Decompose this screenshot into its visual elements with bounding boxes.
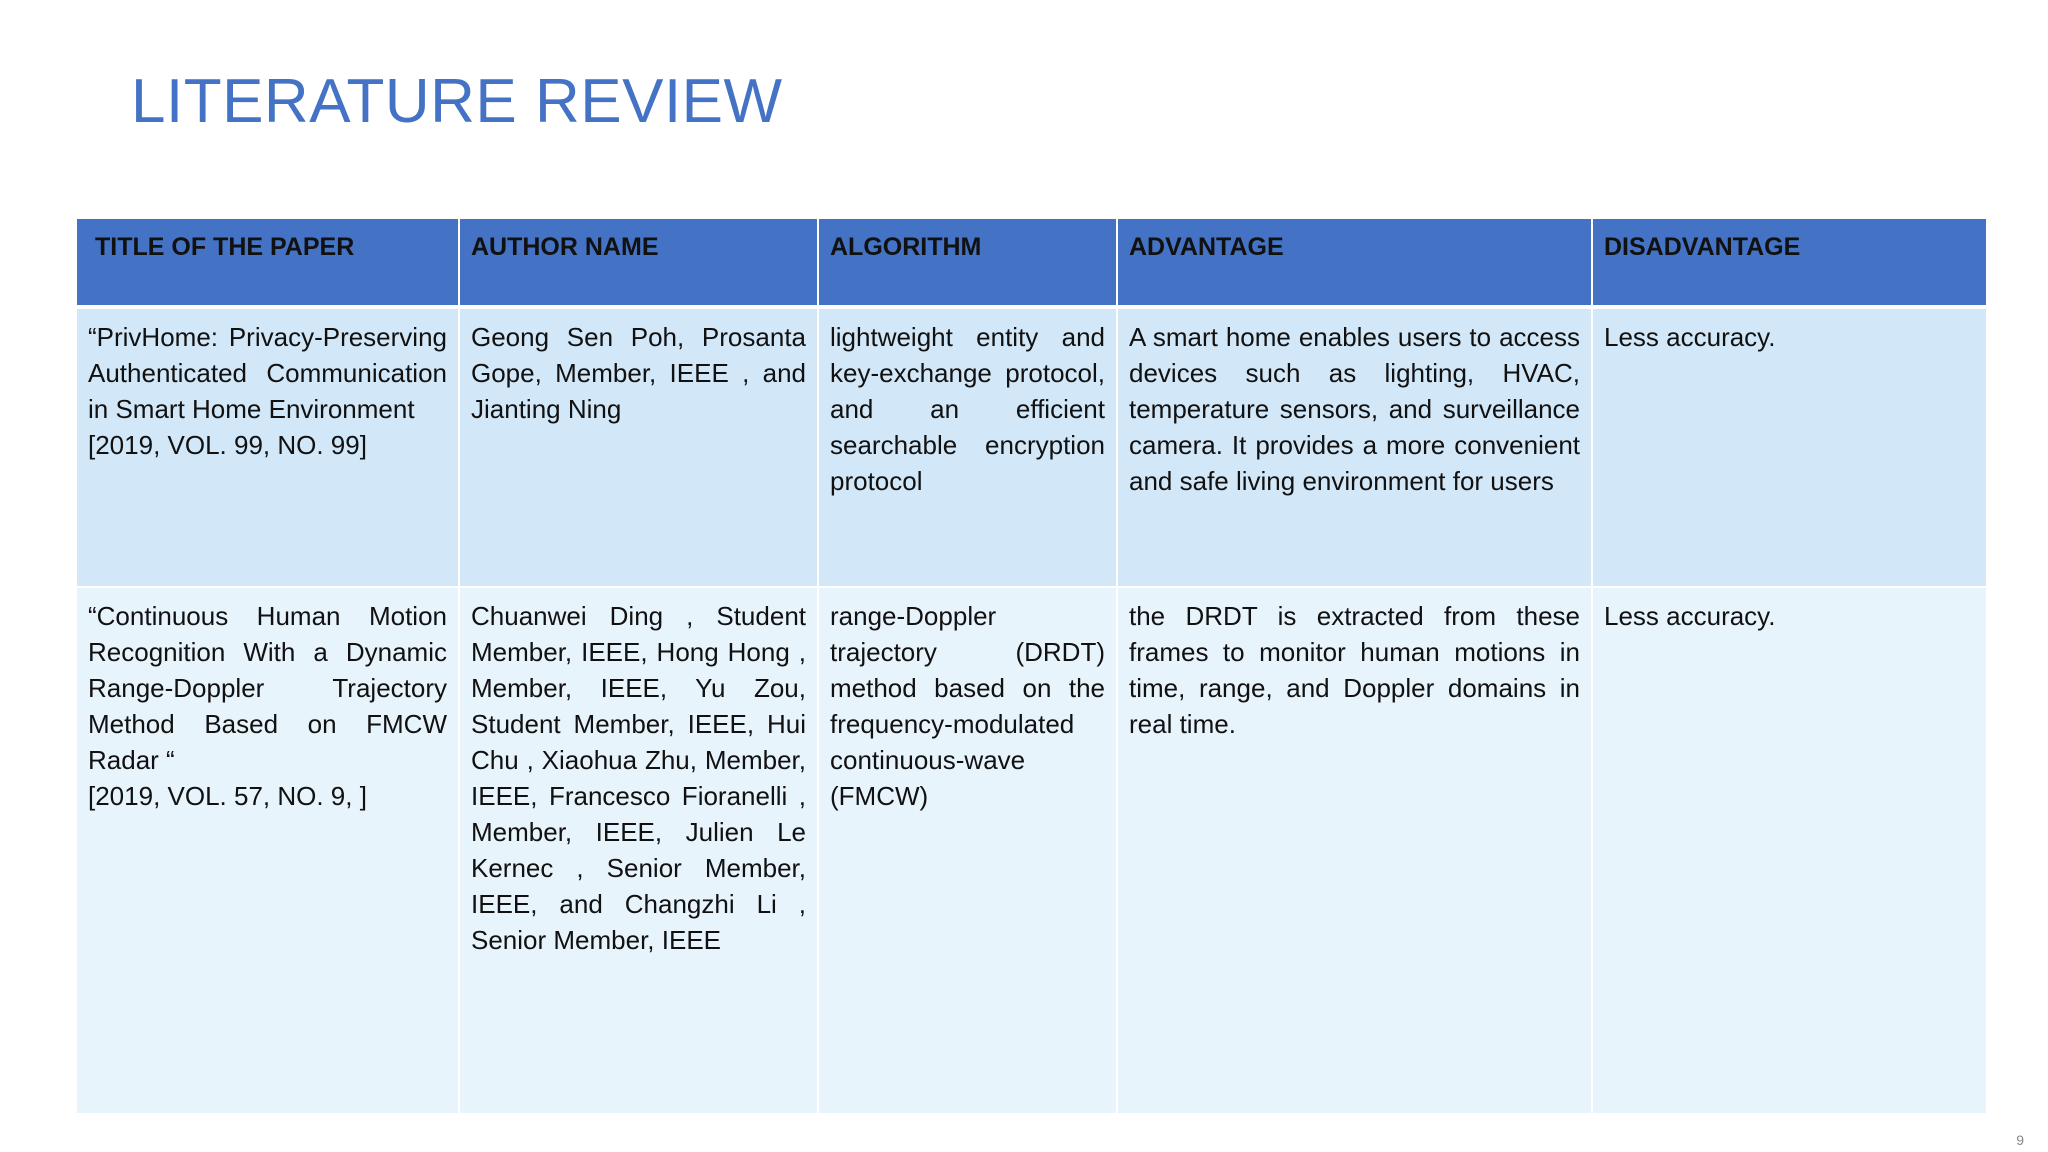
header-algorithm: ALGORITHM	[818, 219, 1117, 307]
header-author-name: AUTHOR NAME	[459, 219, 818, 307]
paper-citation-text: [2019, VOL. 99, NO. 99]	[88, 430, 367, 460]
cell-disadvantage: Less accuracy.	[1592, 307, 1986, 587]
header-disadvantage: DISADVANTAGE	[1592, 219, 1986, 307]
cell-advantage: the DRDT is extracted from these frames to monitor human motions in time, range, and Doppler domains in real time.	[1117, 587, 1592, 1114]
table-row	[77, 587, 1986, 1114]
cell-advantage: A smart home enables users to access devices such as lighting, HVAC, temperature sensors, and surveillance camera. It provides a more convenient and safe living environment for users	[1117, 307, 1592, 587]
paper-title-text: “Continuous Human Motion Recognition With a Dynamic Range-Doppler Trajectory Method Based on FMCW Radar “	[88, 601, 447, 775]
cell-paper-title	[77, 307, 459, 587]
page-number: 9	[2016, 1132, 2024, 1148]
literature-review-table	[77, 219, 1986, 1115]
paper-citation-text: [2019, VOL. 57, NO. 9, ]	[88, 781, 367, 811]
cell-disadvantage: Less accuracy.	[1592, 587, 1986, 1114]
header-title-of-paper: TITLE OF THE PAPER	[77, 219, 459, 307]
table-header-row	[77, 219, 1986, 307]
cell-algorithm: lightweight entity and key-exchange protocol, and an efficient searchable encryption protocol	[818, 307, 1117, 587]
slide-title: LITERATURE REVIEW	[131, 67, 783, 136]
cell-algorithm: range-Doppler trajectory (DRDT) method based on the frequency-modulated continuous-wave (FMCW)	[818, 587, 1117, 1114]
cell-author-name: Geong Sen Poh, Prosanta Gope, Member, IEEE , and Jianting Ning	[459, 307, 818, 587]
table-row	[77, 307, 1986, 587]
cell-paper-title	[77, 587, 459, 1114]
cell-author-name: Chuanwei Ding , Student Member, IEEE, Hong Hong , Member, IEEE, Yu Zou, Student Member, IEEE, Hui Chu , Xiaohua Zhu, Member, IEEE, Francesco Fioranelli , Member, IEEE, Julien Le Kernec , Senior Member, IEEE, and Changzhi Li , Senior Member, IEEE	[459, 587, 818, 1114]
header-advantage: ADVANTAGE	[1117, 219, 1592, 307]
paper-title-text: “PrivHome: Privacy-Preserving Authenticated Communication in Smart Home Environment	[88, 322, 447, 424]
